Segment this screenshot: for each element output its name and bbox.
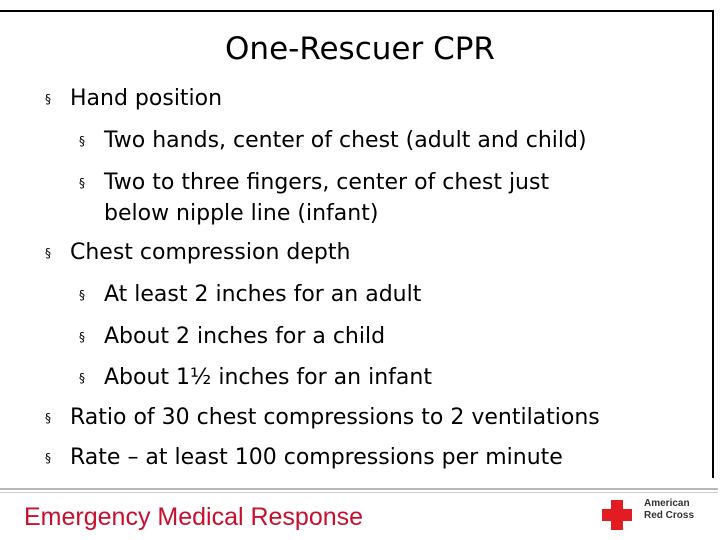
bullet-marker: § bbox=[45, 451, 51, 465]
bullet-marker: § bbox=[45, 411, 51, 425]
course-title: Emergency Medical Response bbox=[24, 503, 364, 531]
bullet-marker: § bbox=[79, 288, 85, 302]
bullet-marker: § bbox=[79, 176, 85, 190]
bullet-text: About 1½ inches for an infant bbox=[104, 365, 432, 390]
bullet-hand-position bbox=[45, 80, 223, 118]
bullet-text: Rate – at least 100 compressions per minute bbox=[70, 445, 563, 470]
bullet-text: Two hands, center of chest (adult and child) bbox=[104, 128, 587, 153]
bullet-marker: § bbox=[79, 371, 85, 385]
red-cross-icon bbox=[600, 498, 634, 532]
right-border-line bbox=[712, 10, 714, 478]
logo-line-1: American bbox=[644, 498, 690, 509]
bullet-text: Chest compression depth bbox=[70, 240, 351, 265]
bullet-rate bbox=[45, 439, 563, 477]
sub-bullet-child bbox=[79, 318, 386, 356]
footer-divider-shadow bbox=[0, 492, 718, 493]
logo-line-2: Red Cross bbox=[644, 510, 695, 521]
footer-divider bbox=[0, 488, 718, 490]
bullet-marker: § bbox=[79, 330, 85, 344]
top-border-line bbox=[0, 10, 714, 12]
bullet-text: About 2 inches for a child bbox=[104, 324, 386, 349]
bullet-compression-depth bbox=[45, 234, 351, 272]
bullet-text: At least 2 inches for an adult bbox=[104, 282, 422, 307]
bullet-ratio bbox=[45, 399, 600, 437]
bullet-text: Two to three fingers, center of chest just bbox=[104, 170, 550, 195]
bullet-marker: § bbox=[45, 92, 51, 106]
bullet-marker: § bbox=[45, 246, 51, 260]
sub-bullet-fingers-continued: below nipple line (infant) bbox=[104, 201, 379, 226]
bullet-marker: § bbox=[79, 134, 85, 148]
red-cross-logo bbox=[600, 498, 712, 532]
sub-bullet-infant bbox=[79, 359, 432, 397]
slide-title: One-Rescuer CPR bbox=[225, 31, 495, 67]
bullet-text: Hand position bbox=[70, 86, 223, 111]
sub-bullet-two-hands bbox=[79, 122, 587, 160]
bullet-text: Ratio of 30 chest compressions to 2 ventilations bbox=[70, 405, 600, 430]
sub-bullet-adult bbox=[79, 276, 422, 314]
logo-wordmark bbox=[644, 498, 695, 521]
